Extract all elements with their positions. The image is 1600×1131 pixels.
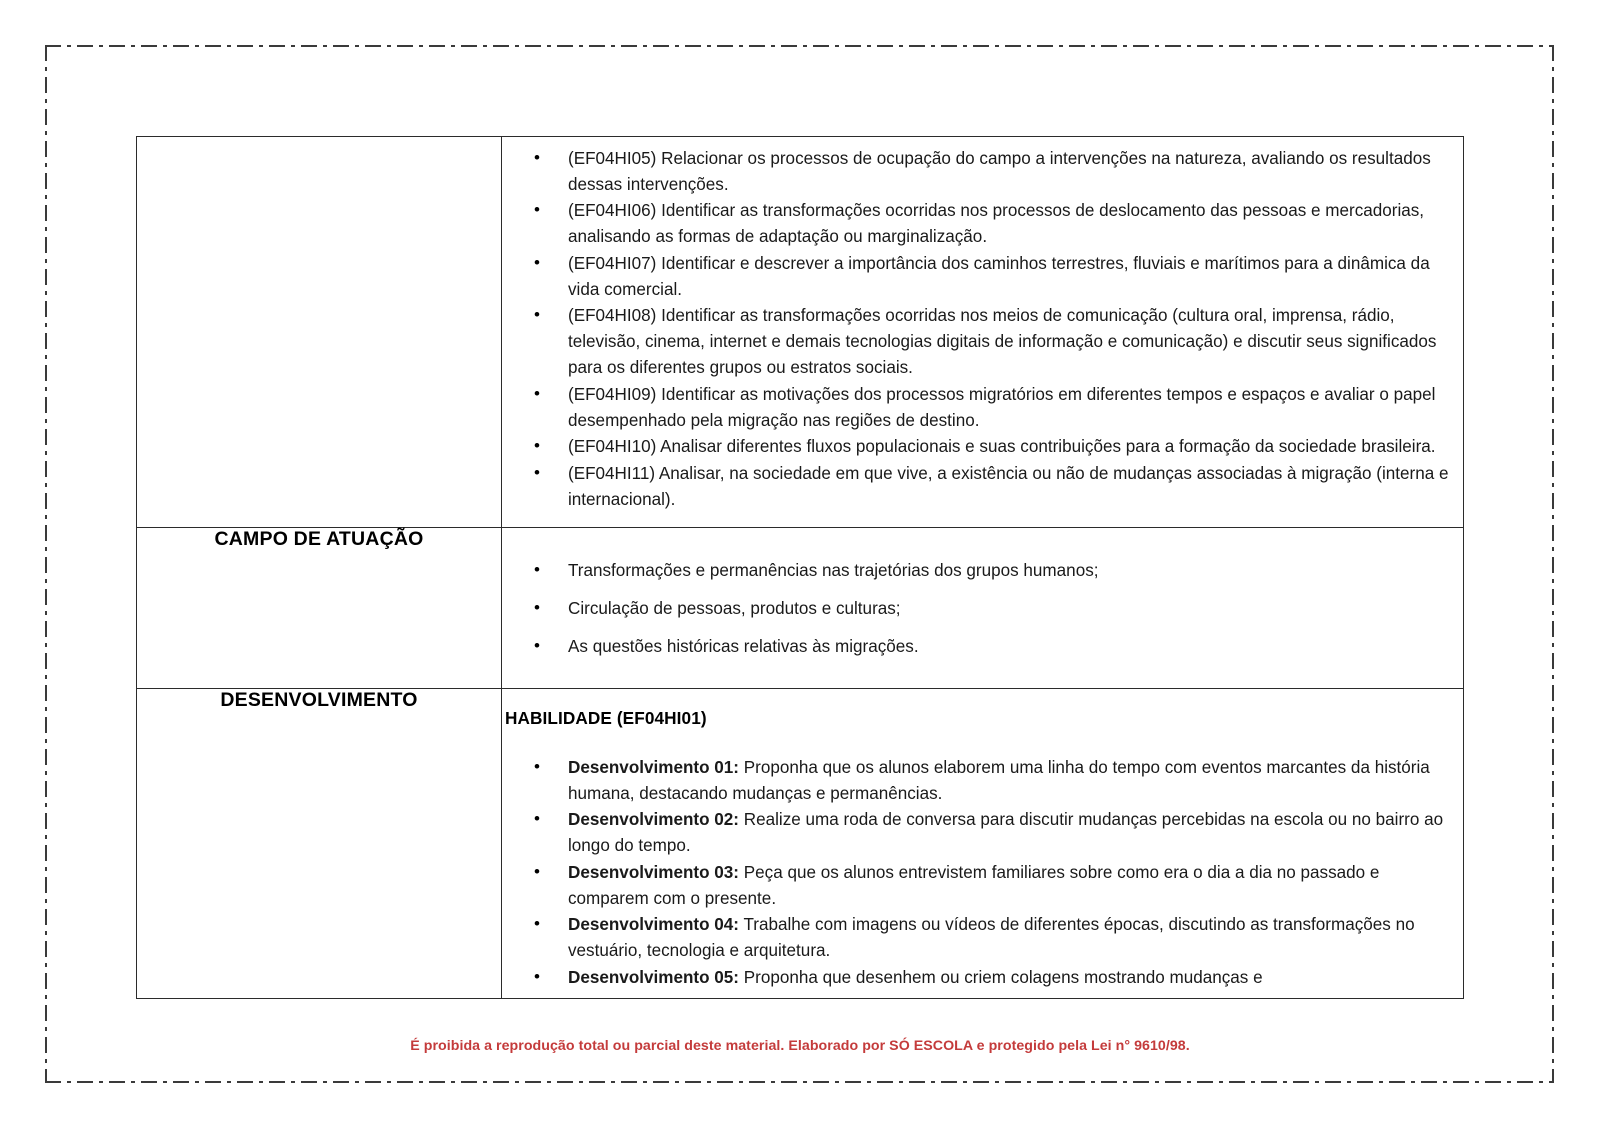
table-row-habilidades [137, 137, 1464, 528]
page-border-left [45, 45, 47, 1083]
list-item-text: Trabalhe com imagens ou vídeos de diferentes épocas, discutindo as transformações no vestuário, tecnologia e arquitetura. [568, 915, 1415, 961]
page-border-bottom [45, 1081, 1554, 1083]
list-item: • As questões históricas relativas às migrações. [502, 634, 1463, 660]
list-item-text: Realize uma roda de conversa para discutir mudanças percebidas na escola ou no bairro ao longo do tempo. [568, 810, 1444, 856]
page-border-right [1552, 45, 1554, 1083]
list-item: • (EF04HI07) Identificar e descrever a importância dos caminhos terrestres, fluviais e marítimos para a dinâmica da vida comercial. [502, 251, 1463, 303]
list-item: • Circulação de pessoas, produtos e culturas; [502, 596, 1463, 622]
row-content-campo-de-atuacao [502, 528, 1464, 689]
list-item: • (EF04HI10) Analisar diferentes fluxos populacionais e suas contribuições para a formação da sociedade brasileira. [502, 434, 1463, 460]
list-item-lead: Desenvolvimento 03: [568, 862, 739, 882]
row-label-desenvolvimento: DESENVOLVIMENTO [137, 688, 502, 998]
bullet-list-campo-de-atuacao [502, 558, 1463, 660]
row-content-habilidades [502, 137, 1464, 528]
list-item [502, 755, 1463, 807]
list-item: • (EF04HI06) Identificar as transformações ocorridas nos processos de deslocamento das pessoas e mercadorias, analisando as formas de adaptação ou marginalização. [502, 198, 1463, 250]
list-item [502, 860, 1463, 912]
page-border-top [45, 45, 1554, 47]
desenvolvimento-inner [502, 703, 1463, 991]
bullet-list-desenvolvimento [502, 755, 1463, 991]
table-row-desenvolvimento [137, 688, 1464, 998]
list-item-lead: Desenvolvimento 04: [568, 915, 739, 935]
table-row-campo-de-atuacao [137, 528, 1464, 689]
row-label-campo-de-atuacao: CAMPO DE ATUAÇÃO [137, 528, 502, 689]
list-item: • (EF04HI08) Identificar as transformações ocorridas nos meios de comunicação (cultura oral, imprensa, rádio, televisão, cinema, internet e demais tecnologias digitais de informação e comunicação) e discutir seus significados para os diferentes grupos ou estratos sociais. [502, 303, 1463, 381]
bullet-list-habilidades [502, 146, 1463, 513]
list-item-lead: Desenvolvimento 02: [568, 810, 739, 830]
list-item [502, 807, 1463, 859]
list-item: • Transformações e permanências nas trajetórias dos grupos humanos; [502, 558, 1463, 584]
list-item: • (EF04HI09) Identificar as motivações dos processos migratórios em diferentes tempos e espaços e avaliar o papel desempenhado pela migração nas regiões de destino. [502, 382, 1463, 434]
list-item: • (EF04HI11) Analisar, na sociedade em que vive, a existência ou não de mudanças associadas à migração (interna e internacional). [502, 461, 1463, 513]
copyright-footer: É proibida a reprodução total ou parcial deste material. Elaborado por SÓ ESCOLA e protegido pela Lei n° 9610/98. [410, 1038, 1190, 1054]
list-item-text: Proponha que desenhem ou criem colagens mostrando mudanças e [739, 967, 1263, 987]
list-item-text: Proponha que os alunos elaborem uma linha do tempo com eventos marcantes da história humana, destacando mudanças e permanências. [568, 757, 1430, 803]
list-item-text: Peça que os alunos entrevistem familiares sobre como era o dia a dia no passado e comparem com o presente. [568, 862, 1380, 908]
list-item: • (EF04HI05) Relacionar os processos de ocupação do campo a intervenções na natureza, avaliando os resultados dessas intervenções. [502, 146, 1463, 198]
list-item [502, 912, 1463, 964]
row-content-desenvolvimento [502, 688, 1464, 998]
list-item-lead: Desenvolvimento 01: [568, 757, 739, 777]
list-item [502, 965, 1463, 991]
list-item-lead: Desenvolvimento 05: [568, 967, 739, 987]
lesson-plan-table [136, 136, 1464, 999]
row-label-empty [137, 137, 502, 528]
habilidade-heading: HABILIDADE (EF04HI01) [505, 707, 707, 728]
